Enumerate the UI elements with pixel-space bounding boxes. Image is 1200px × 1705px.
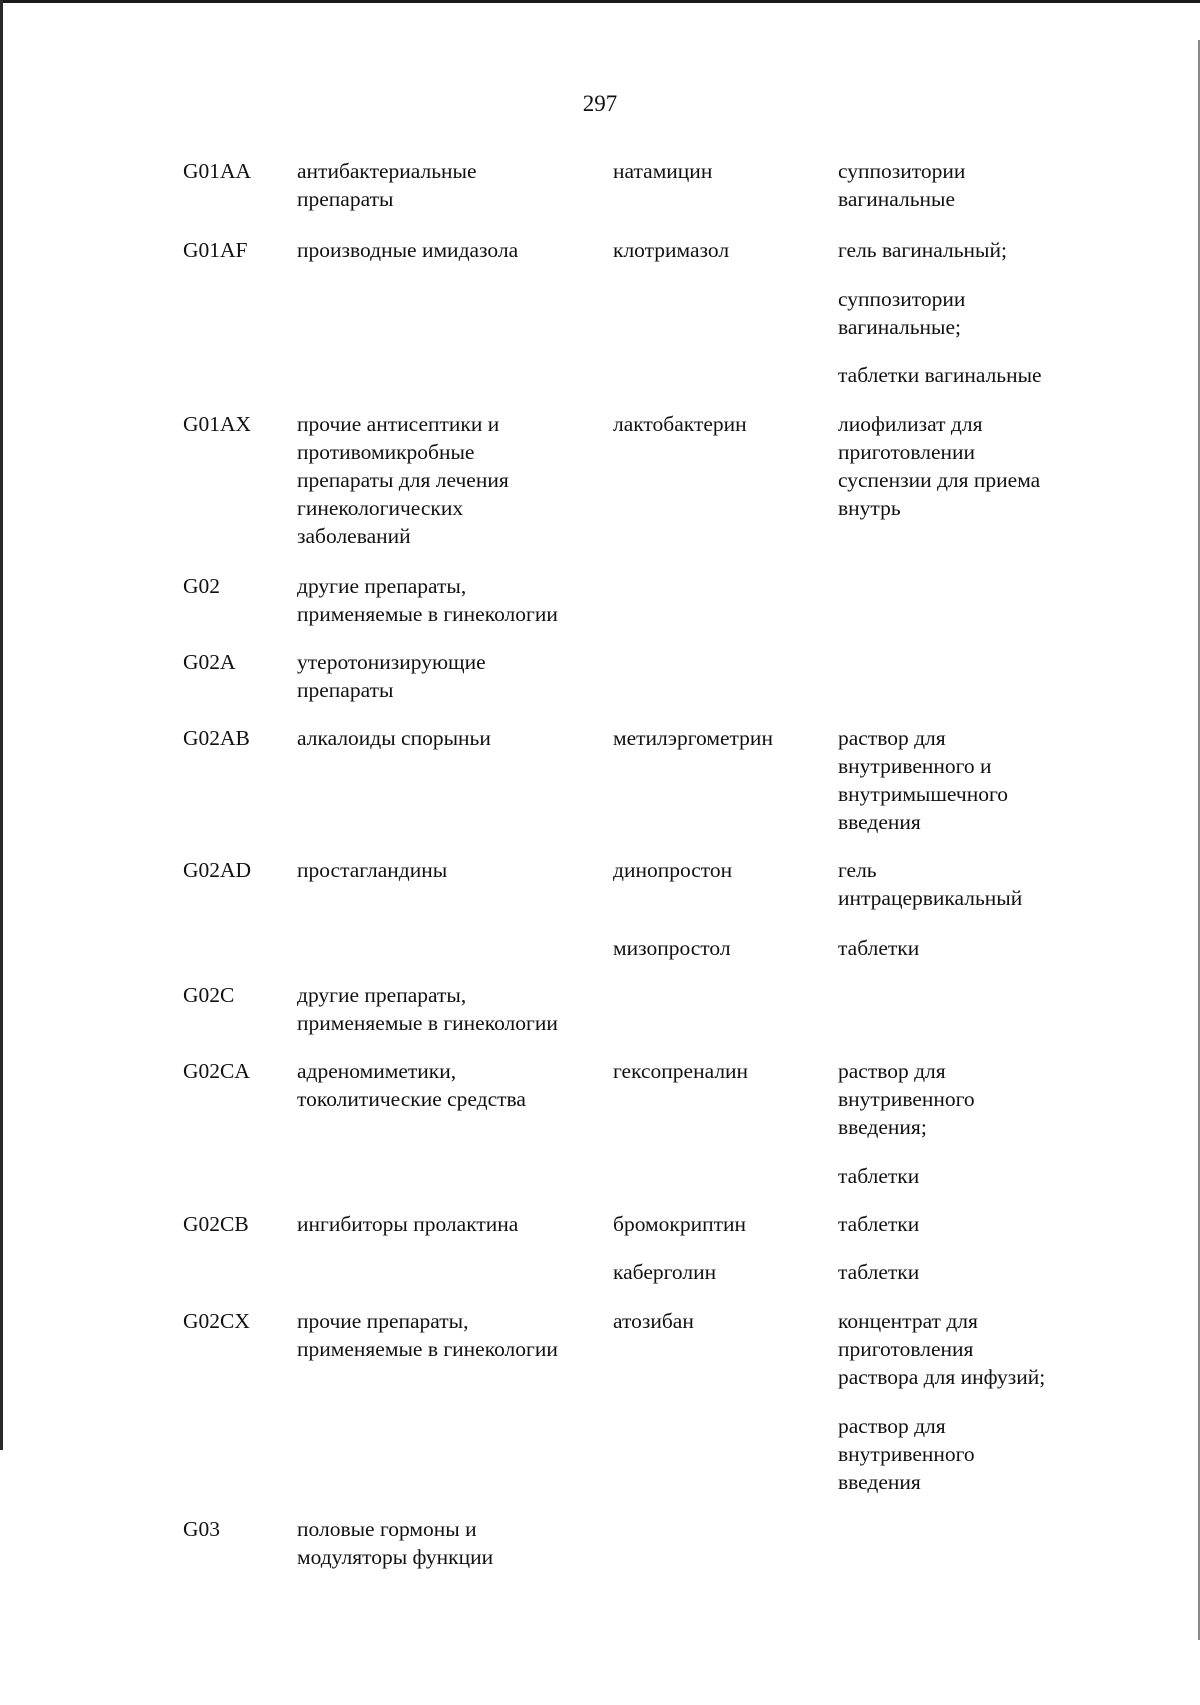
group-name: алкалоиды спорыньи [297,726,491,750]
atc-code: G03 [183,1517,221,1541]
group-name: утеротонизирующие препараты [297,650,486,702]
drug-name: бромокриптин [613,1212,746,1236]
drug-name: клотримазол [613,238,730,262]
drug-name: мизопростол [613,936,731,960]
drug-name: атозибан [613,1309,694,1333]
group-name: прочие антисептики и противомикробные препараты для лечения гинекологических заболеваний [297,412,509,548]
group-name: другие препараты, применяемые в гинекологии [297,983,558,1035]
scan-edge-left [0,0,3,1450]
drug-name: лактобактерин [613,412,747,436]
atc-code: G02AB [183,726,250,750]
dosage-form: таблетки [838,1260,920,1284]
dosage-form: таблетки вагинальные [838,363,1042,387]
dosage-form: раствор для внутривенного введения; [838,1059,975,1139]
group-name: производные имидазола [297,238,519,262]
atc-code: G02CX [183,1309,250,1333]
drug-name: динопростон [613,858,733,882]
atc-code: G02CB [183,1212,249,1236]
drug-name: каберголин [613,1260,717,1284]
atc-code: G02AD [183,858,252,882]
dosage-form: раствор для внутривенного введения [838,1414,975,1494]
atc-code: G02C [183,983,235,1007]
dosage-form: суппозитории вагинальные; [838,287,966,339]
dosage-form: таблетки [838,1212,920,1236]
drug-name: гексопреналин [613,1059,749,1083]
group-name: простагландины [297,858,448,882]
group-name: ингибиторы пролактина [297,1212,519,1236]
dosage-form: гель интрацервикальный [838,858,1023,910]
atc-code: G01AA [183,159,252,183]
scan-edge-top [0,0,1200,3]
dosage-form: лиофилизат для приготовлении суспензии для приема внутрь [838,412,1041,520]
dosage-form: суппозитории вагинальные [838,159,966,211]
dosage-form: таблетки [838,1164,920,1188]
atc-code: G01AF [183,238,248,262]
drug-name: метилэргометрин [613,726,773,750]
dosage-form: раствор для внутривенного и внутримышечного введения [838,726,1009,834]
group-name: половые гормоны и модуляторы функции [297,1517,494,1569]
atc-code: G02 [183,574,221,598]
drug-name: натамицин [613,159,713,183]
group-name: прочие препараты, применяемые в гинекологии [297,1309,558,1361]
group-name: адреномиметики, токолитические средства [297,1059,526,1111]
group-name: другие препараты, применяемые в гинекологии [297,574,558,626]
dosage-form: таблетки [838,936,920,960]
atc-code: G02CA [183,1059,250,1083]
page-number: 297 [582,91,618,116]
dosage-form: гель вагинальный; [838,238,1007,262]
atc-code: G02A [183,650,236,674]
atc-code: G01AX [183,412,252,436]
dosage-form: концентрат для приготовления раствора для инфузий; [838,1309,1046,1389]
group-name: антибактериальные препараты [297,159,477,211]
